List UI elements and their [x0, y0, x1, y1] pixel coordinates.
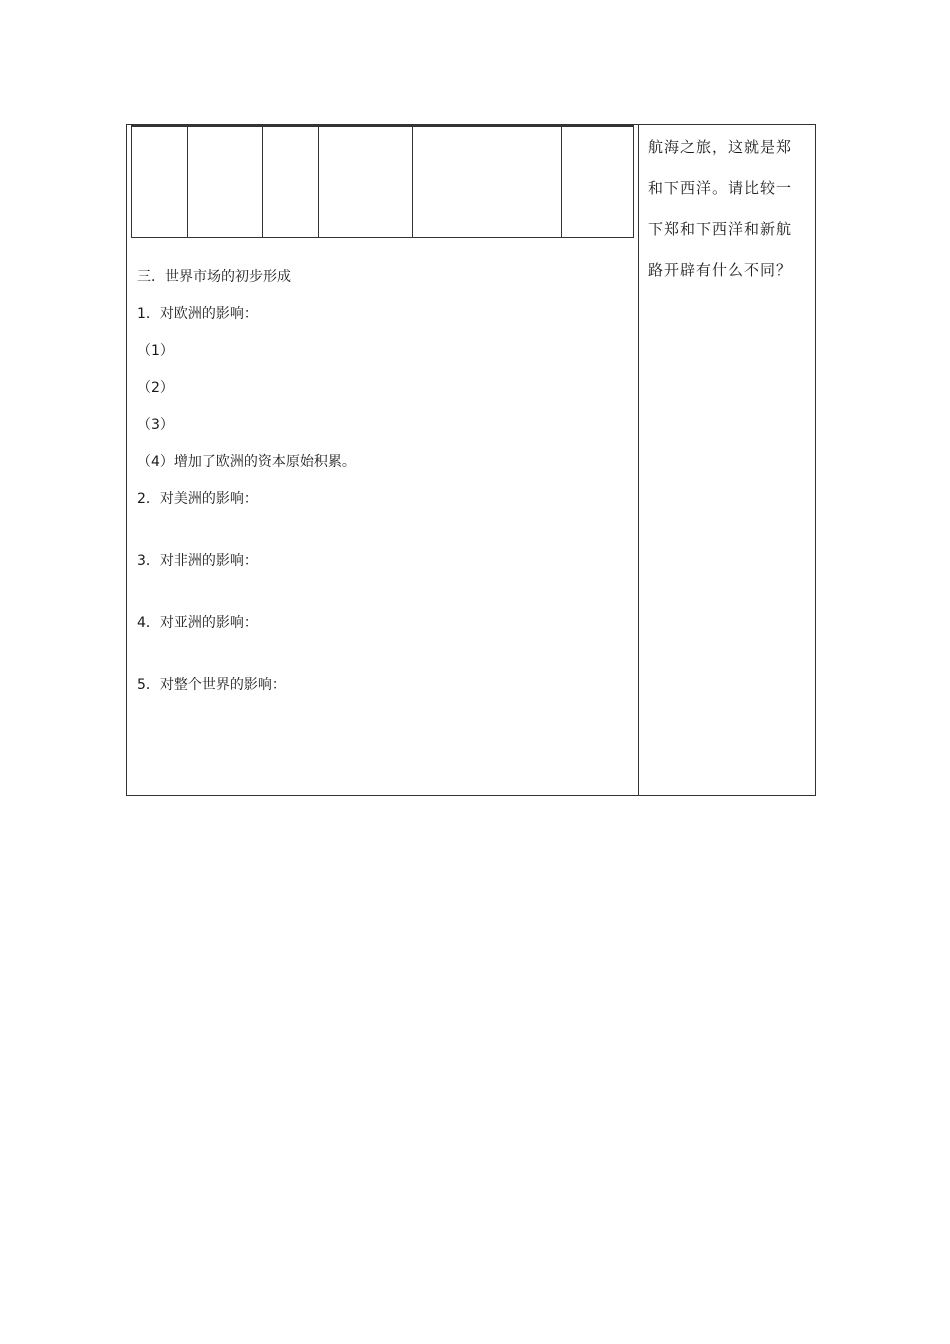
side-note-line: 航海之旅，这就是郑	[648, 138, 793, 156]
table-column-divider	[412, 127, 413, 237]
europe-item-1: （1）	[137, 343, 174, 359]
table-column-divider	[318, 127, 319, 237]
america-impact-heading: 2．对美洲的影响：	[137, 491, 258, 507]
section-title: 三．世界市场的初步形成	[137, 269, 291, 285]
worksheet-table	[126, 124, 816, 796]
table-column-divider	[561, 127, 562, 237]
asia-impact-heading: 4．对亚洲的影响：	[137, 615, 258, 631]
comparison-table	[131, 125, 634, 238]
world-impact-heading: 5．对整个世界的影响：	[137, 677, 286, 693]
europe-item-4: （4）增加了欧洲的资本原始积累。	[137, 454, 356, 470]
side-note-line: 和下西洋。请比较一	[648, 179, 793, 197]
table-column-divider	[187, 127, 188, 237]
europe-impact-heading: 1．对欧洲的影响：	[137, 306, 258, 322]
side-note	[648, 127, 810, 291]
table-column-divider	[262, 127, 263, 237]
europe-item-3: （3）	[137, 417, 174, 433]
column-divider	[638, 125, 639, 795]
africa-impact-heading: 3．对非洲的影响：	[137, 553, 258, 569]
europe-item-2: （2）	[137, 380, 174, 396]
side-note-line: 路开辟有什么不同？	[648, 261, 793, 279]
side-note-line: 下郑和下西洋和新航	[648, 220, 793, 238]
